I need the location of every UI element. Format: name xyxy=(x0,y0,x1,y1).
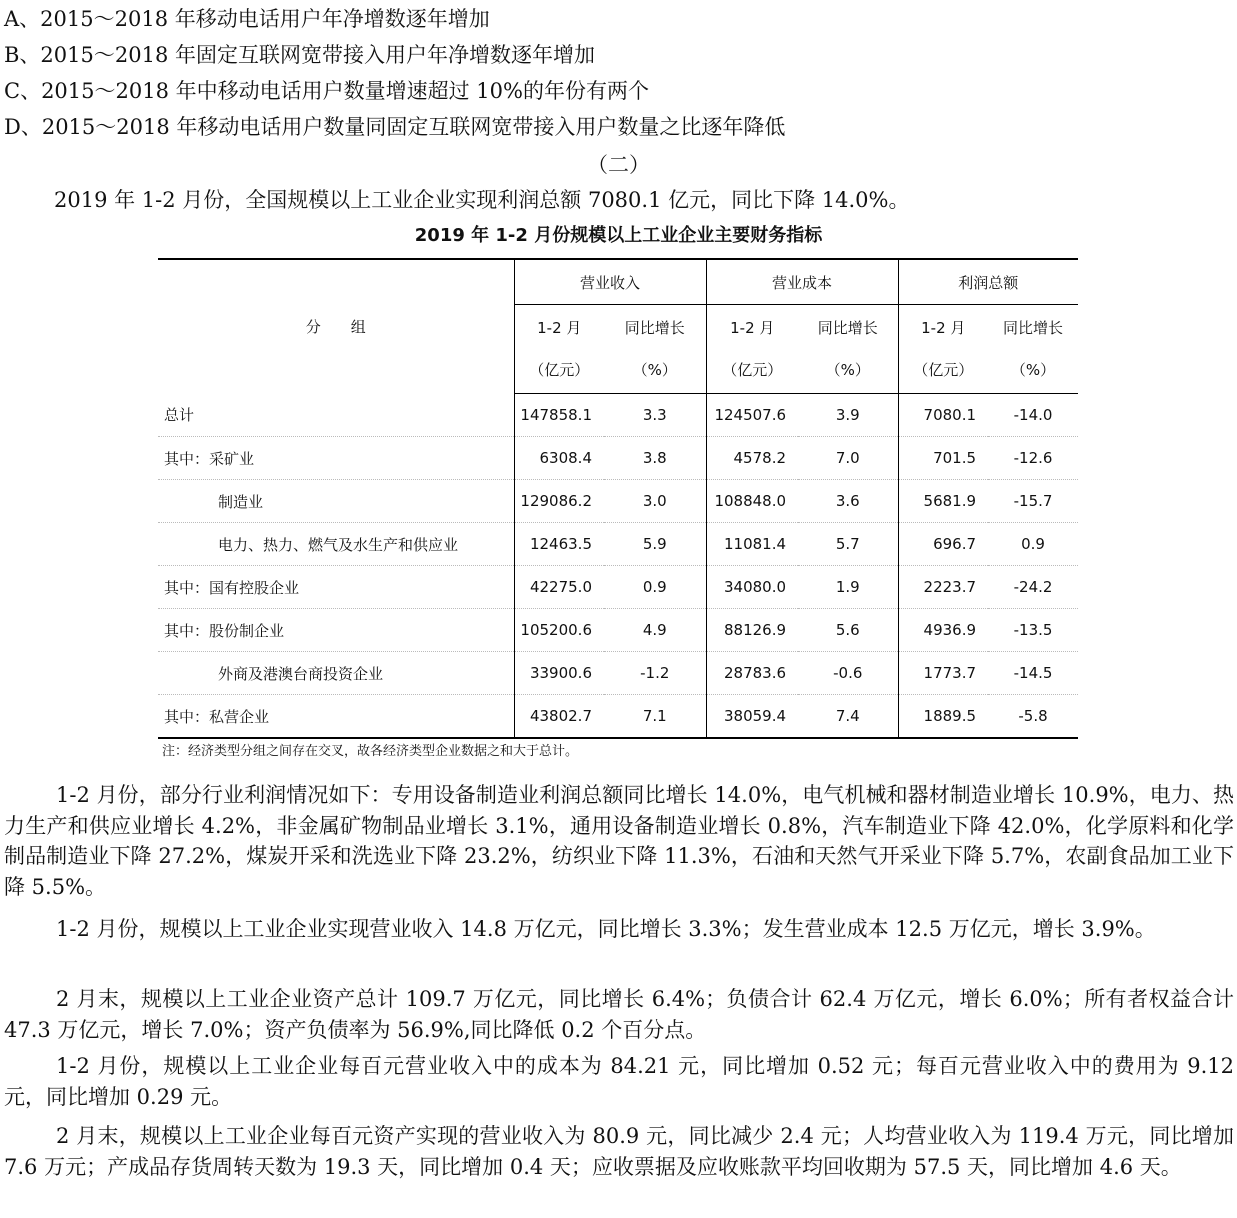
table-row xyxy=(158,566,1078,609)
cell-profit-growth: -12.6 xyxy=(988,437,1078,480)
cell-profit-growth: -14.5 xyxy=(988,652,1078,695)
table-note: 注：经济类型分组之间存在交叉，故各经济类型企业数据之和大于总计。 xyxy=(162,744,579,759)
sub-month-label: 1-2 月 xyxy=(537,319,582,337)
row-label: 电力、热力、燃气及水生产和供应业 xyxy=(158,523,514,566)
sub-header-growth xyxy=(604,305,706,394)
cell-profit: 1773.7 xyxy=(898,652,988,695)
sub-month-label: 1-2 月 xyxy=(921,319,966,337)
cell-cost: 11081.4 xyxy=(706,523,798,566)
col-group-profit: 利润总额 xyxy=(898,259,1078,305)
cell-cost: 4578.2 xyxy=(706,437,798,480)
cell-profit: 5681.9 xyxy=(898,480,988,523)
cell-cost-growth: -0.6 xyxy=(798,652,898,695)
cell-revenue-growth: 0.9 xyxy=(604,566,706,609)
table-row xyxy=(158,437,1078,480)
table-row xyxy=(158,523,1078,566)
cell-profit: 2223.7 xyxy=(898,566,988,609)
col-group-cost: 营业成本 xyxy=(706,259,898,305)
table-row xyxy=(158,695,1078,739)
intro-text: 2019 年 1-2 月份，全国规模以上工业企业实现利润总额 7080.1 亿元，同比下降 14.0%。 xyxy=(54,188,910,212)
option-a: A、2015～2018 年移动电话用户年净增数逐年增加 xyxy=(4,7,490,31)
cell-revenue-growth: 3.0 xyxy=(604,480,706,523)
row-label: 外商及港澳台商投资企业 xyxy=(158,652,514,695)
cell-profit: 7080.1 xyxy=(898,394,988,437)
sub-header-growth xyxy=(988,305,1078,394)
row-label: 制造业 xyxy=(158,480,514,523)
cell-profit-growth: 0.9 xyxy=(988,523,1078,566)
cell-cost-growth: 5.7 xyxy=(798,523,898,566)
option-b: B、2015～2018 年固定互联网宽带接入用户年净增数逐年增加 xyxy=(4,43,595,67)
sub-growth-unit: （%） xyxy=(632,361,677,379)
cell-profit-growth: -13.5 xyxy=(988,609,1078,652)
cell-cost: 108848.0 xyxy=(706,480,798,523)
cell-cost: 124507.6 xyxy=(706,394,798,437)
sub-header-month xyxy=(706,305,798,394)
cell-cost: 34080.0 xyxy=(706,566,798,609)
paragraph-revenue-cost: 1-2 月份，规模以上工业企业实现营业收入 14.8 万亿元，同比增长 3.3%；发生营业成本 12.5 万亿元，增长 3.9%。 xyxy=(56,917,1156,941)
cell-revenue: 105200.6 xyxy=(514,609,604,652)
cell-revenue: 6308.4 xyxy=(514,437,604,480)
financial-indicators-table xyxy=(158,258,1078,739)
cell-profit-growth: -15.7 xyxy=(988,480,1078,523)
cell-cost-growth: 3.6 xyxy=(798,480,898,523)
sub-header-month xyxy=(514,305,604,394)
row-label: 其中：股份制企业 xyxy=(158,609,514,652)
sub-growth-label: 同比增长 xyxy=(1003,319,1064,337)
section-heading: （二） xyxy=(587,153,650,177)
cell-revenue-growth: 7.1 xyxy=(604,695,706,739)
table-row xyxy=(158,394,1078,437)
sub-growth-label: 同比增长 xyxy=(817,319,878,337)
cell-cost-growth: 5.6 xyxy=(798,609,898,652)
option-c: C、2015～2018 年中移动电话用户数量增速超过 10%的年份有两个 xyxy=(4,79,649,103)
sub-month-unit: （亿元） xyxy=(722,361,783,379)
cell-revenue-growth: -1.2 xyxy=(604,652,706,695)
cell-profit: 4936.9 xyxy=(898,609,988,652)
cell-profit: 1889.5 xyxy=(898,695,988,739)
cell-revenue: 43802.7 xyxy=(514,695,604,739)
cell-profit: 696.7 xyxy=(898,523,988,566)
sub-growth-unit: （%） xyxy=(825,361,870,379)
paragraph-efficiency: 2 月末，规模以上工业企业每百元资产实现的营业收入为 80.9 元，同比减少 2.4 元；人均营业收入为 119.4 万元，同比增加 7.6 万元；产成品存货周转天数为 19.3 天，同比增加 0.4 天；应收票据及应收账款平均回收期为 57.5 天，同比增加 4.6 天。 xyxy=(4,1124,1234,1179)
cell-profit-growth: -24.2 xyxy=(988,566,1078,609)
row-label: 其中：采矿业 xyxy=(158,437,514,480)
row-label: 其中：私营企业 xyxy=(158,695,514,739)
cell-cost-growth: 7.0 xyxy=(798,437,898,480)
table-row xyxy=(158,652,1078,695)
col-group-revenue: 营业收入 xyxy=(514,259,706,305)
option-d: D、2015～2018 年移动电话用户数量同固定互联网宽带接入用户数量之比逐年降低 xyxy=(4,115,786,139)
cell-revenue: 147858.1 xyxy=(514,394,604,437)
cell-cost-growth: 1.9 xyxy=(798,566,898,609)
cell-revenue-growth: 4.9 xyxy=(604,609,706,652)
cell-profit-growth: -14.0 xyxy=(988,394,1078,437)
sub-month-unit: （亿元） xyxy=(913,361,974,379)
cell-revenue-growth: 3.3 xyxy=(604,394,706,437)
table-row xyxy=(158,480,1078,523)
paragraph-industry-profit: 1-2 月份，部分行业利润情况如下：专用设备制造业利润总额同比增长 14.0%，电气机械和器材制造业增长 10.9%，电力、热力生产和供应业增长 4.2%，非金属矿物制品业增长 3.1%，通用设备制造业增长 0.8%，汽车制造业下降 42.0%，化学原料和化学制品制造业下降 27.2%，煤炭开采和洗选业下降 23.2%，纺织业下降 11.3%，石油和天然气开采业下降 5.7%，农副食品加工业下降 5.5%。 xyxy=(4,783,1234,899)
cell-cost-growth: 7.4 xyxy=(798,695,898,739)
sub-month-unit: （亿元） xyxy=(529,361,590,379)
group-header xyxy=(158,259,514,394)
cell-revenue-growth: 3.8 xyxy=(604,437,706,480)
cell-cost: 38059.4 xyxy=(706,695,798,739)
sub-header-growth xyxy=(798,305,898,394)
cell-revenue: 33900.6 xyxy=(514,652,604,695)
cell-profit: 701.5 xyxy=(898,437,988,480)
cell-cost-growth: 3.9 xyxy=(798,394,898,437)
row-label: 总计 xyxy=(158,394,514,437)
cell-revenue: 129086.2 xyxy=(514,480,604,523)
cell-cost: 88126.9 xyxy=(706,609,798,652)
row-label: 其中：国有控股企业 xyxy=(158,566,514,609)
table-title: 2019 年 1-2 月份规模以上工业企业主要财务指标 xyxy=(414,225,823,246)
sub-growth-label: 同比增长 xyxy=(624,319,685,337)
cell-cost: 28783.6 xyxy=(706,652,798,695)
group-header-label: 分 组 xyxy=(305,318,366,337)
paragraph-assets: 2 月末，规模以上工业企业资产总计 109.7 万亿元，同比增长 6.4%；负债合计 62.4 万亿元，增长 6.0%；所有者权益合计 47.3 万亿元，增长 7.0%；资产负债率为 56.9%,同比降低 0.2 个百分点。 xyxy=(4,987,1234,1042)
cell-profit-growth: -5.8 xyxy=(988,695,1078,739)
table-row xyxy=(158,609,1078,652)
sub-header-month xyxy=(898,305,988,394)
sub-month-label: 1-2 月 xyxy=(730,319,775,337)
cell-revenue: 42275.0 xyxy=(514,566,604,609)
sub-growth-unit: （%） xyxy=(1010,361,1056,379)
paragraph-cost-per-hundred: 1-2 月份，规模以上工业企业每百元营业收入中的成本为 84.21 元，同比增加 0.52 元；每百元营业收入中的费用为 9.12 元，同比增加 0.29 元。 xyxy=(4,1054,1234,1109)
cell-revenue: 12463.5 xyxy=(514,523,604,566)
cell-revenue-growth: 5.9 xyxy=(604,523,706,566)
